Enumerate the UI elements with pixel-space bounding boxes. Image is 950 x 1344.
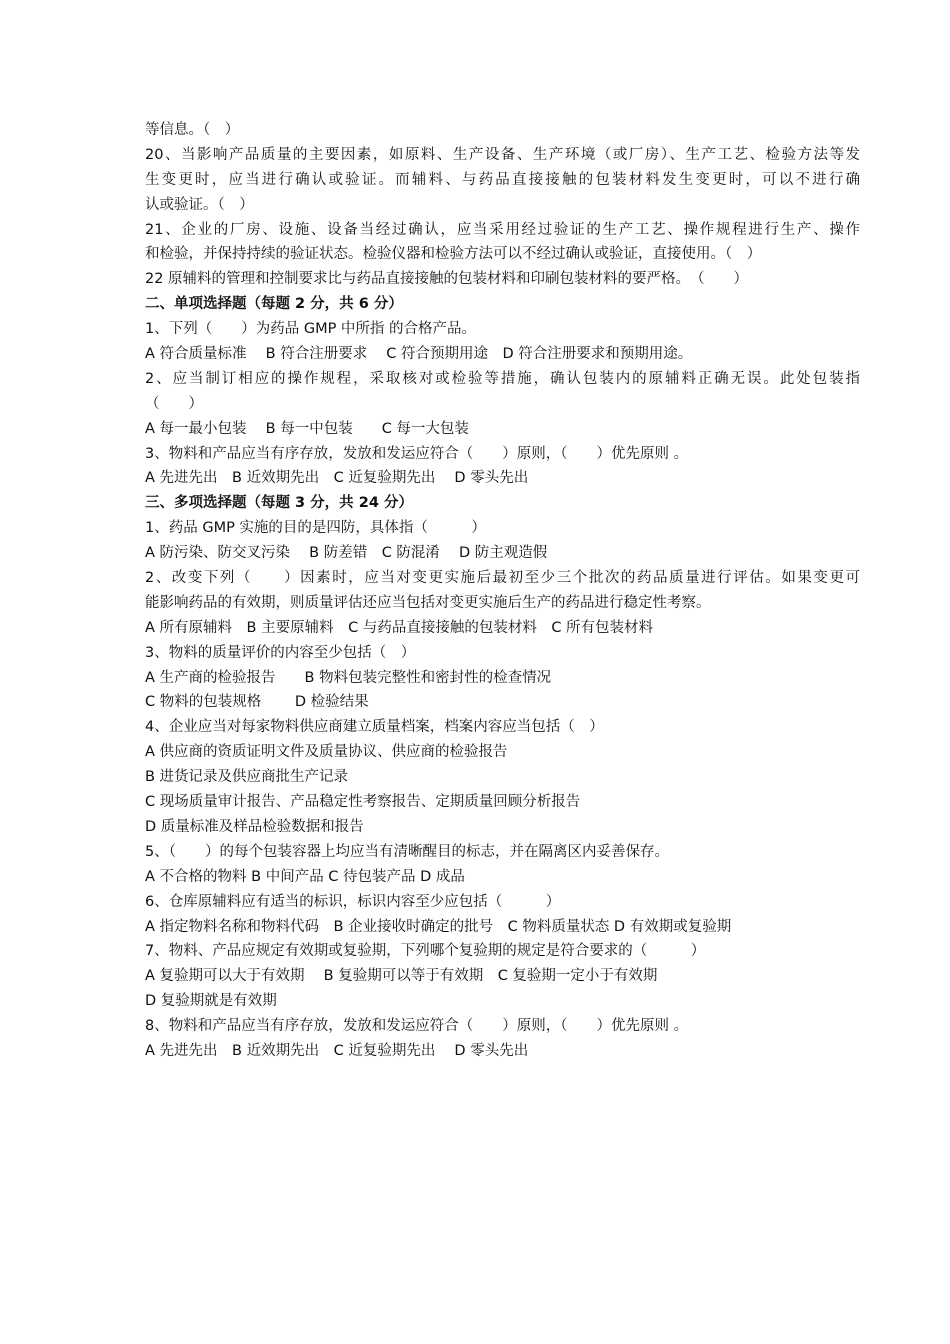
question-options: A 供应商的资质证明文件及质量协议、供应商的检验报告 [145, 744, 508, 761]
question-options: C 现场质量审计报告、产品稳定性考察报告、定期质量回顾分析报告 [145, 794, 581, 811]
question-text: 2、改变下列（ ）因素时，应当对变更实施后最初至少三个批次的药品质量进行评估。如果变更可 [145, 570, 860, 587]
single-q2-options [145, 417, 860, 442]
single-q3 [145, 442, 860, 492]
q22 [145, 267, 860, 292]
multi-q2-options [145, 616, 860, 641]
multi-q8 [145, 1014, 860, 1064]
question-text: 1、下列（ ）为药品 GMP 中所指 的合格产品。 [145, 321, 477, 338]
question-options: A 每一最小包装 B 每一中包装 C 每一大包装 [145, 420, 469, 437]
text-line: 等信息。（ ） [145, 122, 240, 138]
question-options: A 生产商的检验报告 B 物料包装完整性和密封性的检查情况 [145, 669, 552, 686]
section-heading: 二、单项选择题（每题 2 分，共 6 分） [145, 296, 403, 313]
question-options: A 符合质量标准 B 符合注册要求 C 符合预期用途 D 符合注册要求和预期用途。 [145, 346, 693, 363]
question-options: B 进货记录及供应商批生产记录 [145, 769, 349, 786]
section-single-choice [145, 292, 860, 317]
question-text: 6、仓库原辅料应有适当的标识，标识内容至少应包括（ ） [145, 893, 561, 910]
question-options: D 质量标准及样品检验数据和报告 [145, 818, 364, 835]
question-text: 1、药品 GMP 实施的目的是四防，具体指（ ） [145, 520, 486, 537]
question-text: （ ） [145, 395, 203, 412]
question-text: 7、物料、产品应规定有效期或复验期，下列哪个复验期的规定是符合要求的（ ） [145, 943, 706, 960]
single-q1 [145, 317, 860, 367]
section-heading: 三、多项选择题（每题 3 分，共 24 分） [145, 495, 413, 512]
question-options: A 复验期可以大于有效期 B 复验期可以等于有效期 C 复验期一定小于有效期 [145, 968, 658, 985]
question-options: A 先进先出 B 近效期先出 C 近复验期先出 D 零头先出 [145, 1042, 529, 1059]
question-options: A 指定物料名称和物料代码 B 企业接收时确定的批号 C 物料质量状态 D 有效期或复验期 [145, 918, 732, 935]
question-text: 能影响药品的有效期，则质量评估还应当包括对变更实施后生产的药品进行稳定性考察。 [145, 594, 711, 611]
multi-q6 [145, 890, 860, 940]
question-options: C 物料的包装规格 D 检验结果 [145, 694, 369, 711]
text-line: 生变更时，应当进行确认或验证。而辅料、与药品直接接触的包装材料发生变更时，可以不进行确 [145, 171, 860, 188]
multi-q1 [145, 516, 860, 566]
question-text: 3、物料的质量评价的内容至少包括（ ） [145, 644, 416, 661]
multi-q7 [145, 939, 860, 1014]
question-options: D 复验期就是有效期 [145, 993, 277, 1010]
question-text: 5、（ ）的每个包装容器上均应当有清晰醒目的标志，并在隔离区内妥善保存。 [145, 843, 669, 860]
document-page [145, 118, 860, 1064]
multi-q4 [145, 715, 860, 839]
text-line: 和检验，并保持持续的验证状态。检验仪器和检验方法可以不经过确认或验证，直接使用。（ ） [145, 246, 762, 263]
text-line: 20、当影响产品质量的主要因素，如原料、生产设备、生产环境（或厂房）、生产工艺、检验方法等发 [145, 146, 860, 163]
question-options: A 不合格的物料 B 中间产品 C 待包装产品 D 成品 [145, 868, 465, 885]
multi-q3 [145, 641, 860, 716]
q21 [145, 218, 860, 268]
q19-tail [145, 118, 860, 143]
text-line: 认或验证。（ ） [145, 196, 254, 213]
question-text: 3、物料和产品应当有序存放，发放和发运应符合（ ）原则，（ ）优先原则 。 [145, 445, 689, 462]
section-multi-choice [145, 491, 860, 516]
text-line: 21、企业的厂房、设施、设备当经过确认，应当采用经过验证的生产工艺、操作规程进行生产、操作 [145, 221, 860, 238]
question-options: A 所有原辅料 B 主要原辅料 C 与药品直接接触的包装材料 C 所有包装材料 [145, 619, 654, 636]
question-text: 2、应当制订相应的操作规程，采取核对或检验等措施，确认包装内的原辅料正确无误。此处包装指 [145, 370, 860, 387]
single-q2 [145, 367, 860, 417]
question-options: A 先进先出 B 近效期先出 C 近复验期先出 D 零头先出 [145, 470, 529, 487]
multi-q2 [145, 566, 860, 616]
multi-q5 [145, 840, 860, 890]
question-options: A 防污染、防交叉污染 B 防差错 C 防混淆 D 防主观造假 [145, 545, 548, 562]
text-line: 22 原辅料的管理和控制要求比与药品直接接触的包装材料和印刷包装材料的要严格。 （ ） [145, 271, 749, 288]
question-text: 4、企业应当对每家物料供应商建立质量档案，档案内容应当包括（ ） [145, 719, 604, 736]
question-text: 8、物料和产品应当有序存放，发放和发运应符合（ ）原则，（ ）优先原则 。 [145, 1018, 689, 1035]
q20 [145, 143, 860, 218]
